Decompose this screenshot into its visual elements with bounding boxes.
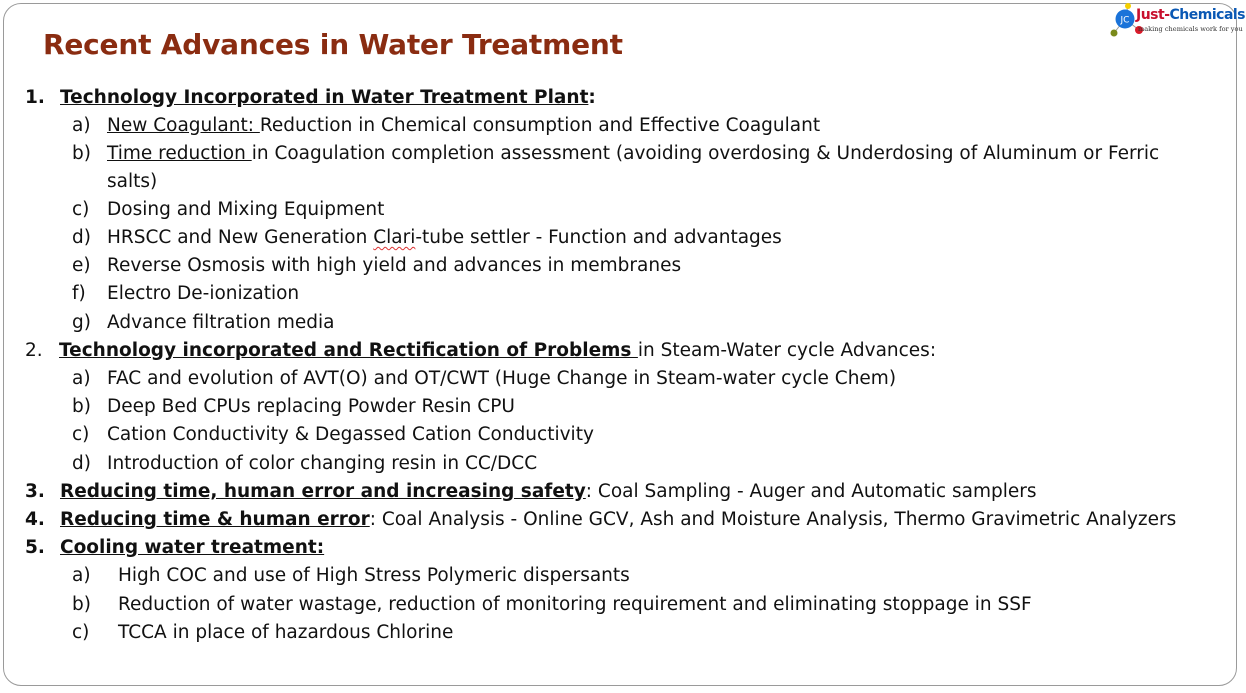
- sub-item-1b: Time reduction in Coagulation completion assessment (avoiding overdosing & Underdosing of Aluminum or Ferric: [107, 143, 1160, 164]
- sub-item-2a: FAC and evolution of AVT(O) and OT/CWT (Huge Change in Steam-water cycle Chem): [107, 368, 897, 389]
- sub-item-letter: b): [72, 396, 91, 417]
- sub-item-1e: Reverse Osmosis with high yield and advances in membranes: [107, 255, 682, 276]
- list-item-3-number: 3.: [25, 481, 45, 502]
- slide-title: Recent Advances in Water Treatment: [43, 28, 623, 61]
- list-item-1: [25, 86, 45, 110]
- sub-item-letter: c): [72, 199, 90, 220]
- sub-item-letter: c): [72, 424, 90, 445]
- sub-item-1f: Electro De-ionization: [107, 283, 300, 304]
- sub-item-5b: Reduction of water wastage, reduction of monitoring requirement and eliminating stoppage in SSF: [118, 594, 1032, 615]
- list-item-2-number: 2.: [25, 340, 43, 361]
- sub-item-2c: Cation Conductivity & Degassed Cation Conductivity: [107, 424, 594, 445]
- list-item-4-number: 4.: [25, 509, 45, 530]
- item-number: 1.: [25, 87, 45, 108]
- list-item-2-heading: Technology incorporated and Rectification of Problems in Steam-Water cycle Advances:: [59, 340, 937, 361]
- sub-item-5a: High COC and use of High Stress Polymeric dispersants: [118, 565, 630, 586]
- sub-item-2d: Introduction of color changing resin in CC/DCC: [107, 453, 538, 474]
- sub-item-1c: Dosing and Mixing Equipment: [107, 199, 385, 220]
- sub-item-letter: b): [72, 594, 91, 615]
- spellcheck-flagged-word: Clari: [373, 227, 416, 248]
- sub-item-letter: a): [72, 115, 91, 136]
- sub-item-letter: e): [72, 255, 91, 276]
- logo-badge: JC: [1120, 15, 1130, 26]
- sub-item-letter: d): [72, 227, 91, 248]
- list-item-5-number: 5.: [25, 537, 45, 558]
- sub-item-letter: g): [72, 312, 91, 333]
- sub-item-1b-continued: salts): [107, 171, 158, 192]
- just-chemicals-logo: [1106, 2, 1246, 42]
- sub-item-letter: f): [72, 283, 86, 304]
- list-item-5-heading: Cooling water treatment:: [60, 537, 325, 558]
- sub-item-2b: Deep Bed CPUs replacing Powder Resin CPU: [107, 396, 515, 417]
- sub-item-letter: a): [72, 368, 91, 389]
- logo-name: Just-Chemicals: [1136, 7, 1246, 23]
- sub-item-letter: a): [72, 565, 91, 586]
- sub-item-letter: d): [72, 453, 91, 474]
- sub-item-1a: New Coagulant: Reduction in Chemical consumption and Effective Coagulant: [107, 115, 821, 136]
- sub-item-1g: Advance filtration media: [107, 312, 335, 333]
- sub-item-5c: TCCA in place of hazardous Chlorine: [118, 622, 454, 643]
- sub-item-letter: b): [72, 143, 91, 164]
- list-item-4: Reducing time & human error: Coal Analysis - Online GCV, Ash and Moisture Analysis, Thermo Gravimetric Analyzers: [60, 509, 1177, 530]
- list-item-1-heading: Technology Incorporated in Water Treatment Plant:: [60, 87, 596, 108]
- sub-item-1d: HRSCC and New Generation Clari-tube settler - Function and advantages: [107, 227, 782, 248]
- sub-item-letter: c): [72, 622, 90, 643]
- logo-tagline: making chemicals work for you: [1138, 25, 1243, 33]
- list-item-3: Reducing time, human error and increasing safety: Coal Sampling - Auger and Automatic samplers: [60, 481, 1037, 502]
